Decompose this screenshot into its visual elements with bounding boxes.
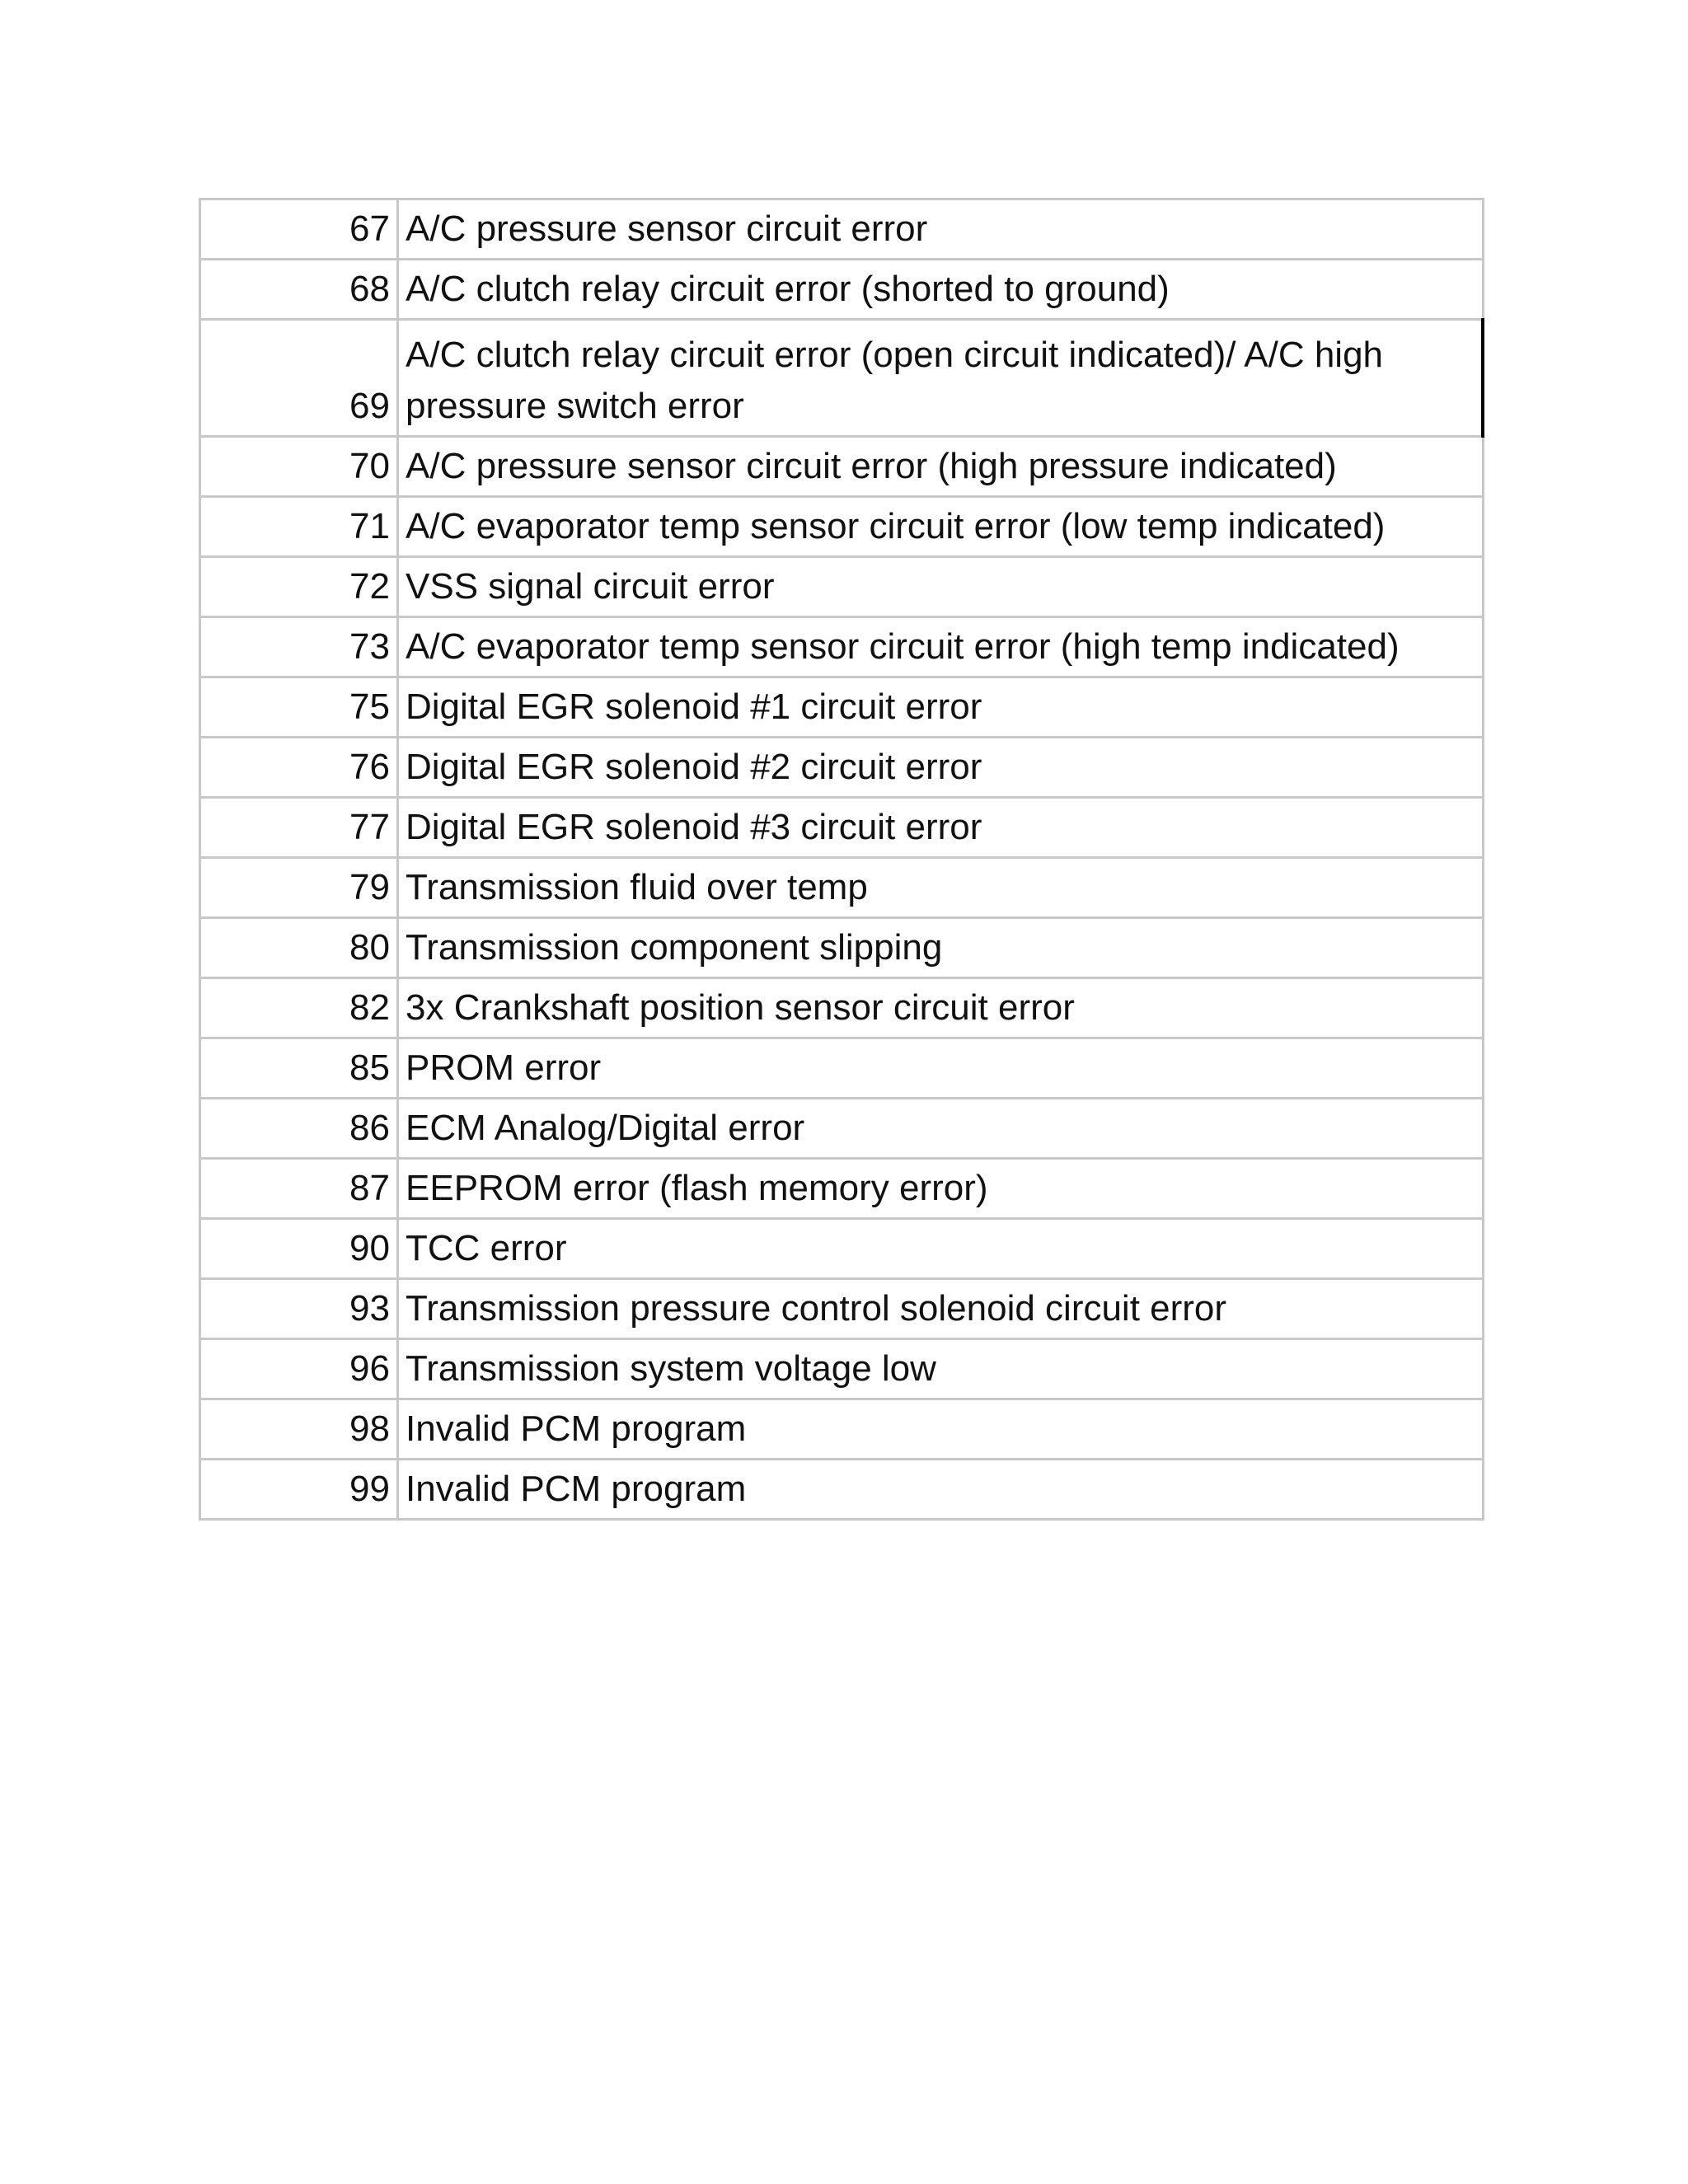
trouble-code-table — [199, 198, 1484, 1521]
table-row — [200, 437, 1484, 497]
description-cell: Transmission system voltage low — [398, 1339, 1484, 1399]
description-cell: A/C pressure sensor circuit error — [398, 199, 1484, 260]
code-cell: 98 — [200, 1399, 398, 1460]
table-row — [200, 798, 1484, 858]
table-row — [200, 1219, 1484, 1279]
code-cell: 70 — [200, 437, 398, 497]
description-cell: A/C clutch relay circuit error (shorted to ground) — [398, 260, 1484, 320]
description-cell: ECM Analog/Digital error — [398, 1099, 1484, 1159]
table-row — [200, 497, 1484, 557]
description-cell: 3x Crankshaft position sensor circuit error — [398, 978, 1484, 1038]
code-cell: 72 — [200, 557, 398, 617]
code-cell: 93 — [200, 1279, 398, 1339]
table-row — [200, 677, 1484, 738]
table-row — [200, 199, 1484, 260]
table-row — [200, 260, 1484, 320]
table-row — [200, 1460, 1484, 1520]
code-cell: 96 — [200, 1339, 398, 1399]
description-cell: Digital EGR solenoid #2 circuit error — [398, 738, 1484, 798]
description-cell: A/C pressure sensor circuit error (high pressure indicated) — [398, 437, 1484, 497]
description-cell: A/C evaporator temp sensor circuit error (high temp indicated) — [398, 617, 1484, 677]
table-row — [200, 617, 1484, 677]
code-cell: 77 — [200, 798, 398, 858]
description-cell: Transmission fluid over temp — [398, 858, 1484, 918]
description-cell: A/C clutch relay circuit error (open circuit indicated)/ A/C high pressure switch error — [398, 320, 1484, 437]
description-cell: PROM error — [398, 1038, 1484, 1099]
code-cell: 75 — [200, 677, 398, 738]
code-cell: 86 — [200, 1099, 398, 1159]
code-cell: 90 — [200, 1219, 398, 1279]
code-cell: 79 — [200, 858, 398, 918]
code-cell: 71 — [200, 497, 398, 557]
table-row — [200, 858, 1484, 918]
description-cell: EEPROM error (flash memory error) — [398, 1159, 1484, 1219]
description-cell: TCC error — [398, 1219, 1484, 1279]
table-row — [200, 320, 1484, 437]
table-row — [200, 1099, 1484, 1159]
table-row — [200, 1159, 1484, 1219]
code-cell: 82 — [200, 978, 398, 1038]
code-cell: 80 — [200, 918, 398, 978]
code-cell: 76 — [200, 738, 398, 798]
description-cell: VSS signal circuit error — [398, 557, 1484, 617]
description-cell: Invalid PCM program — [398, 1399, 1484, 1460]
table-row — [200, 918, 1484, 978]
table-row — [200, 557, 1484, 617]
table-row — [200, 1038, 1484, 1099]
description-cell: Digital EGR solenoid #1 circuit error — [398, 677, 1484, 738]
code-cell: 99 — [200, 1460, 398, 1520]
table-row — [200, 738, 1484, 798]
description-cell: Transmission pressure control solenoid circuit error — [398, 1279, 1484, 1339]
table-row — [200, 1279, 1484, 1339]
description-cell: Invalid PCM program — [398, 1460, 1484, 1520]
code-cell: 68 — [200, 260, 398, 320]
description-cell: A/C evaporator temp sensor circuit error (low temp indicated) — [398, 497, 1484, 557]
description-cell: Digital EGR solenoid #3 circuit error — [398, 798, 1484, 858]
table-row — [200, 978, 1484, 1038]
code-cell: 87 — [200, 1159, 398, 1219]
table-row — [200, 1339, 1484, 1399]
table-row — [200, 1399, 1484, 1460]
code-cell: 69 — [200, 320, 398, 437]
description-cell: Transmission component slipping — [398, 918, 1484, 978]
code-cell: 85 — [200, 1038, 398, 1099]
code-cell: 67 — [200, 199, 398, 260]
code-cell: 73 — [200, 617, 398, 677]
